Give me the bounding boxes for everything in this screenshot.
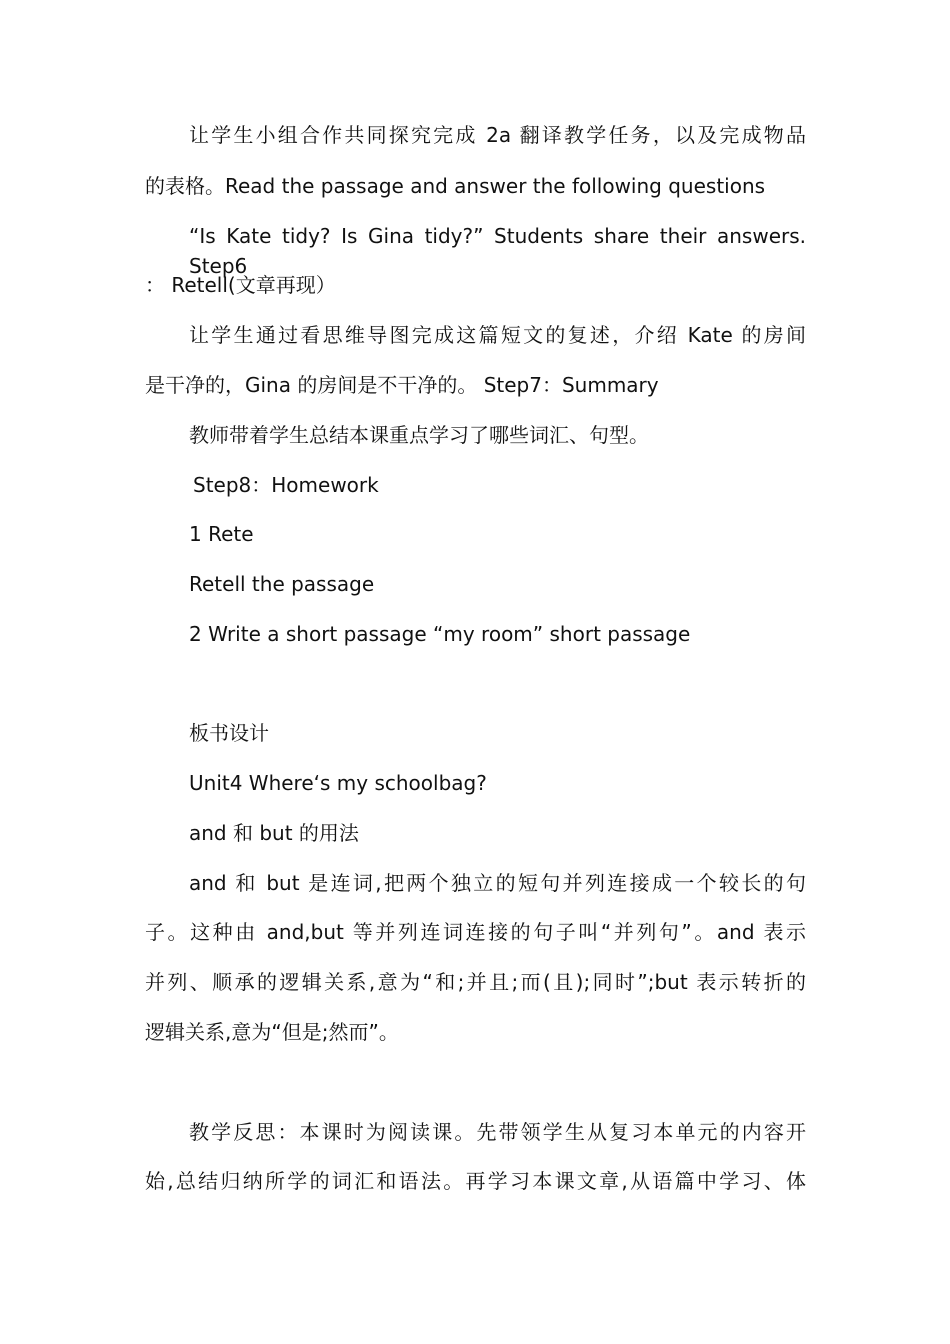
homework-item-1: 1 Rete: [189, 522, 254, 546]
and-but-paragraph-line3: 并列、顺承的逻辑关系,意为“和;并且;而(且);同时”;but 表示转折的: [145, 970, 806, 994]
retell-paragraph-line1: 让学生通过看思维导图完成这篇短文的复述，介绍 Kate 的房间: [189, 323, 806, 347]
unit-title: Unit4 Where‘s my schoolbag?: [189, 771, 487, 795]
step8-homework-heading: Step8：Homework: [193, 473, 379, 497]
homework-item-1-detail: Retell the passage: [189, 572, 375, 596]
questions-line: “Is Kate tidy? Is Gina tidy?” Students share their answers. Step6: [189, 224, 806, 278]
and-but-usage-heading: and 和 but 的用法: [189, 821, 359, 845]
board-design-heading: 板书设计: [189, 721, 269, 745]
homework-item-2: 2 Write a short passage “my room” short passage: [189, 622, 691, 646]
paragraph-2a-task-line2: 的表格。Read the passage and answer the following questions: [145, 174, 766, 198]
and-but-paragraph-line1: and 和 but 是连词,把两个独立的短句并列连接成一个较长的句: [189, 871, 806, 895]
summary-paragraph: 教师带着学生总结本课重点学习了哪些词汇、句型。: [189, 423, 649, 447]
reflection-paragraph-line1: 教学反思：本课时为阅读课。先带领学生从复习本单元的内容开: [189, 1120, 806, 1144]
reflection-paragraph-line2: 始,总结归纳所学的词汇和语法。再学习本课文章,从语篇中学习、体: [145, 1169, 806, 1193]
and-but-paragraph-line4: 逻辑关系,意为“但是;然而”。: [145, 1020, 399, 1044]
retell-paragraph-line2: 是干净的，Gina 的房间是不干净的。 Step7：Summary: [145, 373, 659, 397]
and-but-paragraph-line2: 子。这种由 and,but 等并列连词连接的句子叫“并列句”。and 表示: [145, 920, 806, 944]
step6-retell-heading: ： Retell(文章再现）: [145, 273, 336, 297]
paragraph-2a-task-line1: 让学生小组合作共同探究完成 2a 翻译教学任务，以及完成物品: [189, 123, 806, 147]
